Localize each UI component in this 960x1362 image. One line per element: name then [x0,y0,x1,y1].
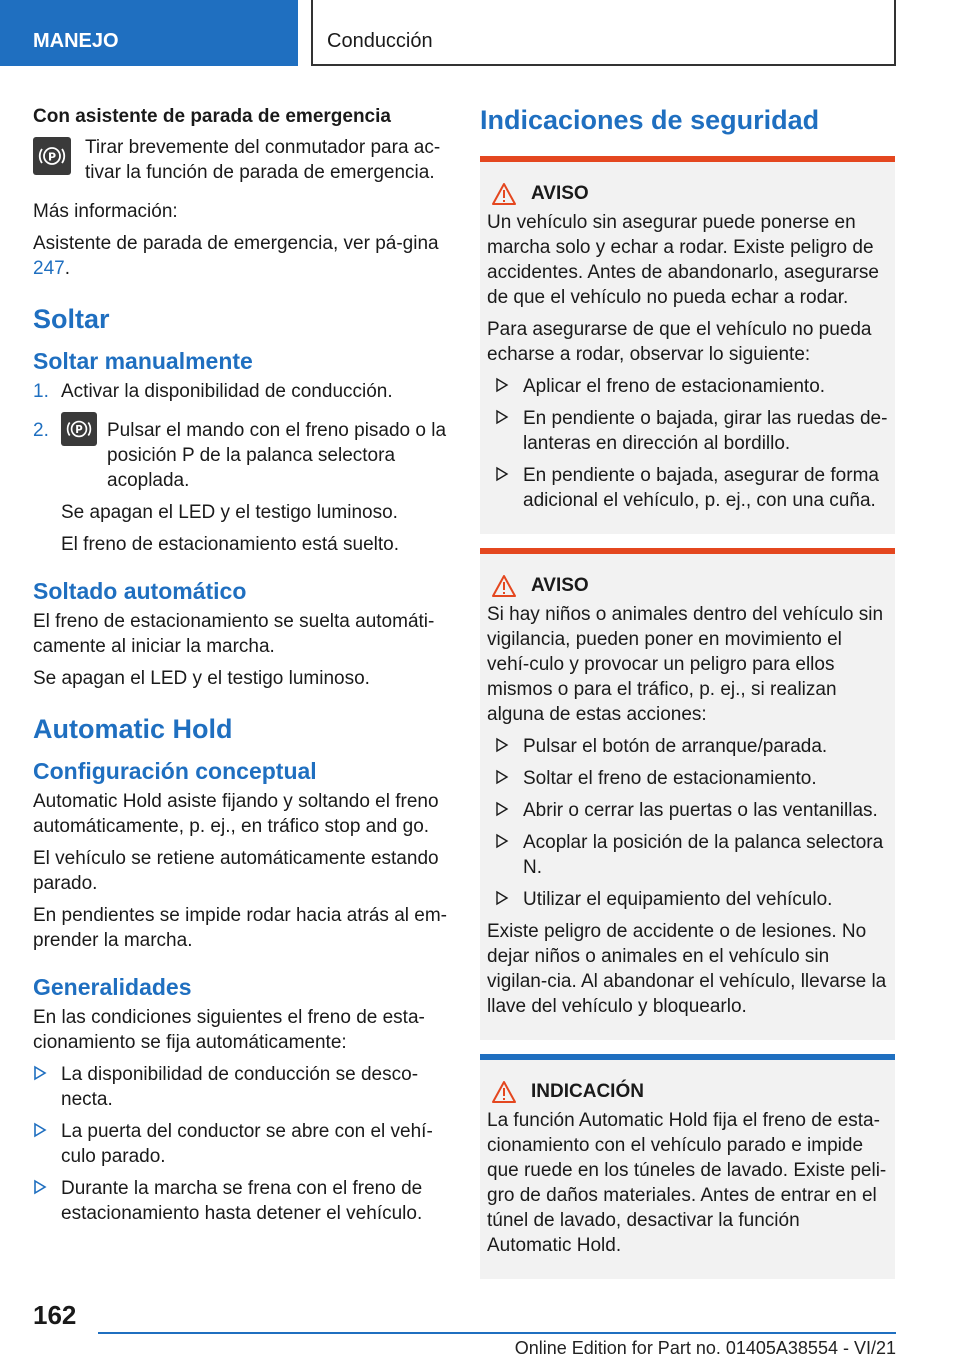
svg-text:P: P [75,425,83,437]
list-item-text: Acoplar la posición de la palanca selectora N. [523,832,884,878]
list-item-text: La disponibilidad de conducción se desco-necta. [61,1064,419,1110]
step-sub-2: El freno de estacionamiento está suelto. [61,534,399,555]
warning-text: Un vehículo sin asegurar puede ponerse en marcha solo y echar a rodar. Existe peligro de accidentes. Antes de abandonarlo, asegurarse de que el vehículo no pueda echar a rodar. [487,212,879,308]
list-item-text: Soltar el freno de estacionamiento. [523,768,817,789]
reference-end: . [64,258,70,279]
reference-page-link[interactable]: 247 [33,258,65,279]
svg-text:P: P [47,150,57,164]
general-title: Generalidades [33,974,192,1000]
list-item-text: Pulsar el botón de arranque/parada. [523,736,828,757]
list-item-text: Durante la marcha se frena con el freno de estacionamiento hasta detener el vehículo. [61,1178,423,1224]
emergency-row [33,135,448,185]
list-item-text: La puerta del conductor se abre con el vehí-culo parado. [61,1121,433,1167]
triangle-bullet-icon [495,798,523,823]
list-item [33,1062,448,1112]
triangle-bullet-icon [33,1176,61,1226]
step-2 [33,418,448,557]
list-item [487,463,888,513]
list-item-text: En pendiente o bajada, asegurar de forma adicional el vehículo, p. ej., con una cuña. [523,465,879,511]
general-intro: En las condiciones siguientes el freno de esta-cionamiento se fija automáticamente: [33,1007,425,1053]
auto-release-title: Soltado automático [33,578,247,604]
parking-brake-switch-icon [33,137,71,175]
auto-release-text-2: Se apagan el LED y el testigo luminoso. [33,668,370,689]
warning-header [487,574,888,598]
triangle-bullet-icon [495,887,523,912]
emergency-heading: Con asistente de parada de emergencia [33,106,391,127]
triangle-bullet-icon [495,734,523,759]
chapter-title: Conducción [311,0,896,66]
warning-label: AVISO [531,575,589,596]
soltar-manual-title: Soltar manualmente [33,348,253,374]
list-item [487,734,888,759]
list-item-text: Abrir o cerrar las puertas o las ventanillas. [523,800,878,821]
section-tab: MANEJO [0,0,298,66]
note-box [480,1054,895,1279]
footer-divider [98,1332,896,1334]
warning-triangle-icon [491,1080,517,1104]
auto-release-text: El freno de estacionamiento se suelta automáti-camente al iniciar la marcha. [33,611,435,657]
more-info: Más información: [33,201,178,222]
triangle-bullet-icon [495,830,523,880]
warning-label: AVISO [531,183,589,204]
list-item-text: Aplicar el freno de estacionamiento. [523,376,826,397]
list-item [487,766,888,791]
footer-edition: Online Edition for Part no. 01405A38554 - VI/21 [514,1338,896,1358]
list-item [33,1119,448,1169]
left-column [33,104,448,1233]
parking-brake-button-icon [61,412,97,446]
concept-p2: El vehículo se retiene automáticamente estando parado. [33,848,439,894]
concept-p3: En pendientes se impide rodar hacia atrás al em-prender la marcha. [33,905,448,951]
step-number: 2. [33,420,49,441]
page-number: 162 [33,1300,77,1330]
note-label: INDICACIÓN [531,1081,644,1102]
reference [33,231,448,281]
emergency-text: Tirar brevemente del conmutador para ac-tivar la función de parada de emergencia. [85,137,441,183]
reference-text: Asistente de parada de emergencia, ver pá-gina [33,233,439,254]
list-item [487,406,888,456]
automatic-hold-title: Automatic Hold [33,714,233,744]
list-item [487,830,888,880]
warning-text: Si hay niños o animales dentro del vehículo sin vigilancia, pueden poner en movimiento el vehí-culo y provocar un peligro para ellos mismos o para el tráfico, p. ej., si realizan alguna de estas acciones: [487,604,884,725]
triangle-bullet-icon [33,1119,61,1169]
list-item [487,374,888,399]
warning-box-1 [480,156,895,534]
warning-header [487,182,888,206]
warning-triangle-icon [491,574,517,598]
warning-box-2 [480,548,895,1040]
triangle-bullet-icon [495,463,523,513]
step-sub-1: Se apagan el LED y el testigo luminoso. [61,502,398,523]
list-item [33,1176,448,1226]
warning-text: Existe peligro de accidente o de lesiones. No dejar niños o animales en el vehículo sin vigilan-cia. Al abandonar el vehículo, llevarse la llave del vehículo y bloquearlo. [487,921,887,1017]
list-item [487,887,888,912]
step-body [61,418,448,557]
step-text: Pulsar el mando con el freno pisado o la posición P de la palanca selectora acoplada. [107,420,447,491]
note-header [487,1080,888,1104]
concept-p1: Automatic Hold asiste fijando y soltando el freno automáticamente, p. ej., en tráfico stop and go. [33,791,439,837]
list-item-text: En pendiente o bajada, girar las ruedas de-lanteras en dirección al bordillo. [523,408,888,454]
right-column [480,104,895,1293]
step-text: Activar la disponibilidad de conducción. [61,381,393,402]
step-number: 1. [33,381,49,402]
note-text: La función Automatic Hold fija el freno de esta-cionamiento con el vehículo parado e impide que ruede en los túneles de lavado. Existe peli-gro de daños materiales. Antes de entrar en el túnel de lavado, desactivar la función Automatic Hold. [487,1110,887,1256]
triangle-bullet-icon [495,374,523,399]
safety-title: Indicaciones de seguridad [480,105,820,135]
triangle-bullet-icon [495,766,523,791]
warning-text: Para asegurarse de que el vehículo no pueda echarse a rodar, observar lo siguiente: [487,319,872,365]
soltar-title: Soltar [33,304,110,334]
concept-title: Configuración conceptual [33,758,317,784]
triangle-bullet-icon [495,406,523,456]
list-item-text: Utilizar el equipamiento del vehículo. [523,889,833,910]
triangle-bullet-icon [33,1062,61,1112]
step-1 [33,379,448,404]
warning-triangle-icon [491,182,517,206]
list-item [487,798,888,823]
